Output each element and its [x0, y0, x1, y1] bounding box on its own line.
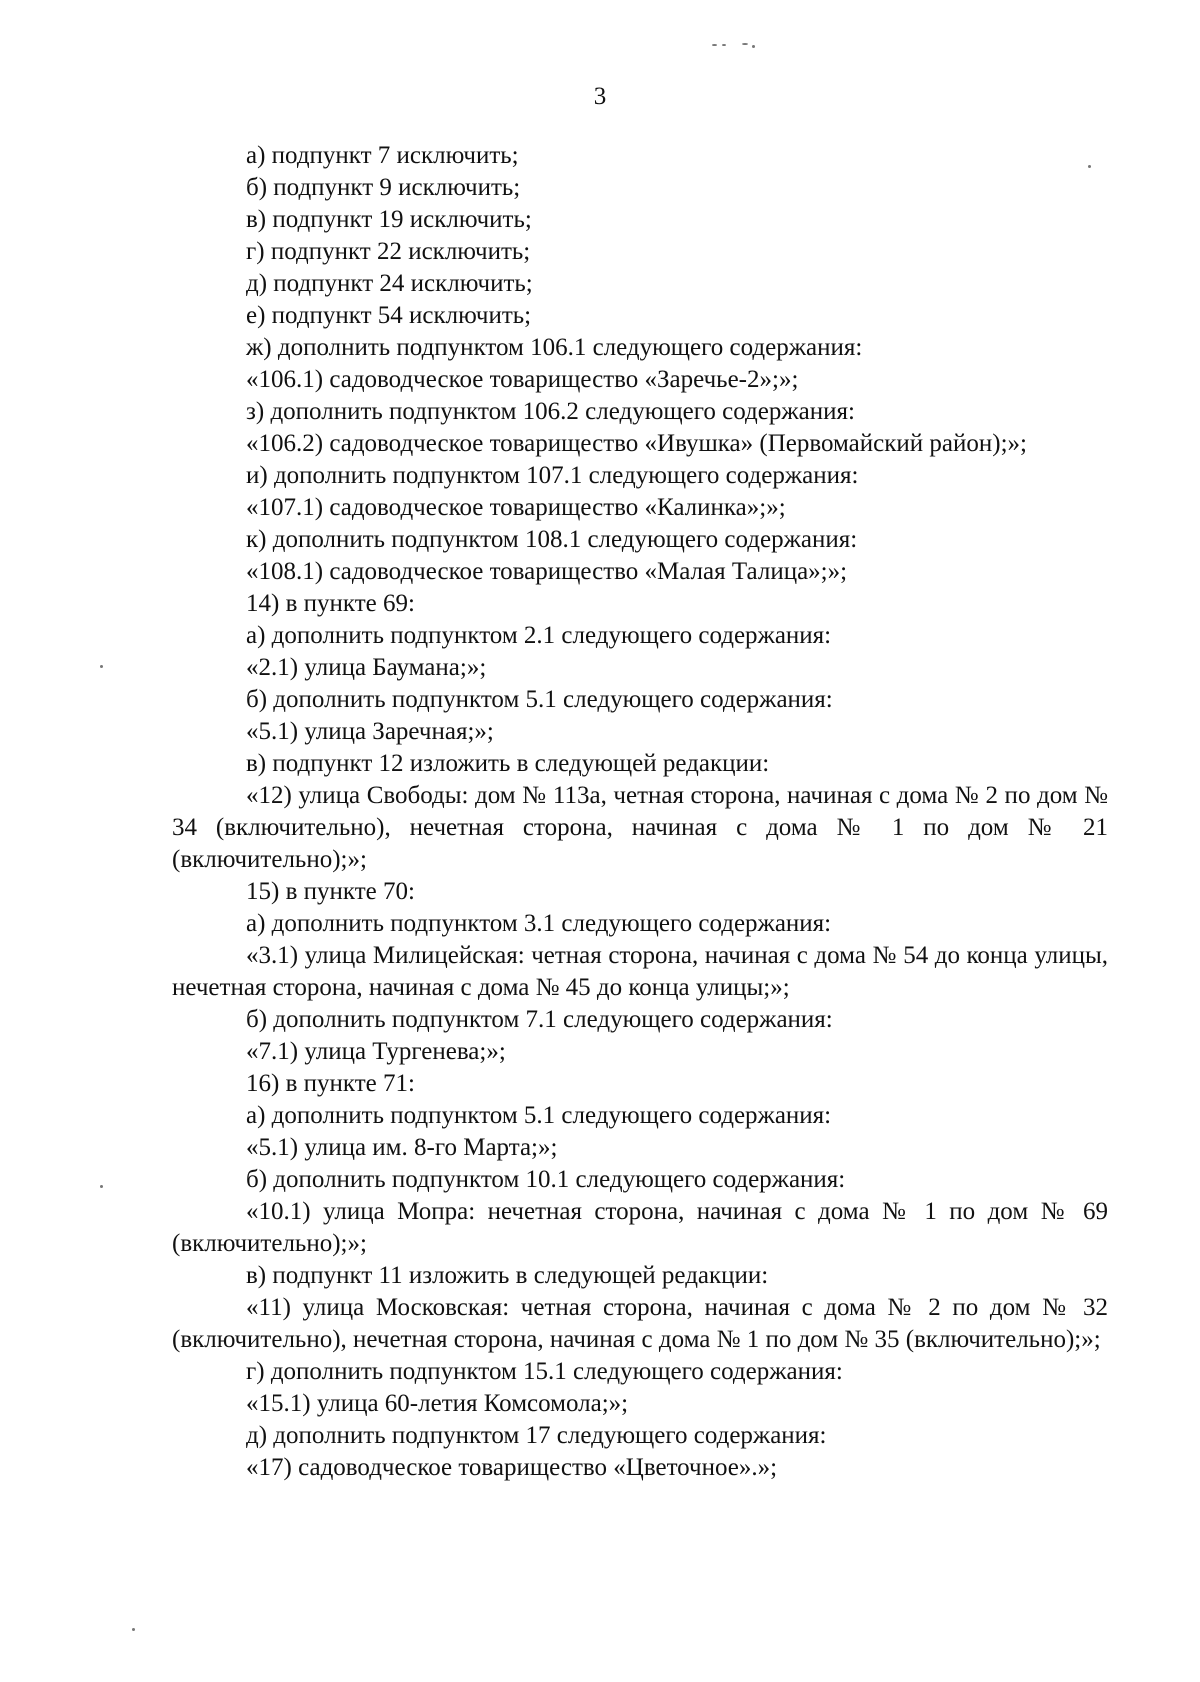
paragraph: а) дополнить подпунктом 2.1 следующего содержания:: [246, 622, 832, 649]
paragraph: б) дополнить подпунктом 5.1 следующего содержания:: [246, 686, 833, 713]
scan-speck: [722, 44, 726, 46]
paragraph: д) дополнить подпунктом 17 следующего содержания:: [246, 1422, 827, 1449]
scan-speck: [132, 1628, 135, 1631]
paragraph: «5.1) улица им. 8-го Марта;»;: [246, 1134, 558, 1161]
paragraph: «10.1) улица Мопра: нечетная сторона, начиная с дома № 1 по дом № 69 (включительно);»;: [172, 1198, 1108, 1257]
scan-speck: [712, 44, 717, 46]
paragraph: е) подпункт 54 исключить;: [246, 302, 532, 329]
paragraph: «5.1) улица Заречная;»;: [246, 718, 494, 745]
paragraph: 15) в пункте 70:: [246, 878, 415, 905]
paragraph: «108.1) садоводческое товарищество «Малая Талица»;»;: [246, 558, 848, 585]
paragraph: б) дополнить подпунктом 7.1 следующего содержания:: [246, 1006, 833, 1033]
paragraph: «106.2) садоводческое товарищество «Ивушка» (Первомайский район);»;: [246, 430, 1027, 457]
paragraph: «17) садоводческое товарищество «Цветочное».»;: [246, 1454, 778, 1481]
paragraph: в) подпункт 11 изложить в следующей редакции:: [246, 1262, 769, 1289]
paragraph: в) подпункт 12 изложить в следующей редакции:: [246, 750, 770, 777]
paragraph: б) дополнить подпунктом 10.1 следующего содержания:: [246, 1166, 846, 1193]
paragraph: и) дополнить подпунктом 107.1 следующего содержания:: [246, 462, 859, 489]
paragraph: ж) дополнить подпунктом 106.1 следующего содержания:: [246, 334, 863, 361]
paragraph: «11) улица Московская: четная сторона, начиная с дома № 2 по дом № 32 (включительно), нечетная сторона, начиная с дома № 1 по дом № 35 (включительно);»;: [172, 1294, 1108, 1353]
paragraph: а) дополнить подпунктом 3.1 следующего содержания:: [246, 910, 832, 937]
paragraph: «12) улица Свободы: дом № 113а, четная сторона, начиная с дома № 2 по дом № 34 (включительно), нечетная сторона, начиная с дома № 1 по дом № 21 (включительно);»;: [172, 782, 1108, 873]
paragraph: 14) в пункте 69:: [246, 590, 415, 617]
paragraph: «107.1) садоводческое товарищество «Калинка»;»;: [246, 494, 786, 521]
paragraph: д) подпункт 24 исключить;: [246, 270, 533, 297]
paragraph: з) дополнить подпунктом 106.2 следующего содержания:: [246, 398, 855, 425]
paragraph: г) подпункт 22 исключить;: [246, 238, 531, 265]
paragraph: а) подпункт 7 исключить;: [246, 142, 519, 169]
paragraph: а) дополнить подпунктом 5.1 следующего содержания:: [246, 1102, 832, 1129]
paragraph: 16) в пункте 71:: [246, 1070, 415, 1097]
paragraph: б) подпункт 9 исключить;: [246, 174, 521, 201]
paragraph: «2.1) улица Баумана;»;: [246, 654, 487, 681]
paragraph: к) дополнить подпунктом 108.1 следующего содержания:: [246, 526, 858, 553]
paragraph: г) дополнить подпунктом 15.1 следующего содержания:: [246, 1358, 843, 1385]
paragraph: в) подпункт 19 исключить;: [246, 206, 532, 233]
paragraph: «106.1) садоводческое товарищество «Заречье-2»;»;: [246, 366, 799, 393]
scan-speck: [742, 43, 748, 45]
paragraph: «7.1) улица Тургенева;»;: [246, 1038, 506, 1065]
page-number: 3: [593, 83, 607, 110]
scan-speck: [100, 1185, 103, 1188]
paragraph: «15.1) улица 60-летия Комсомола;»;: [246, 1390, 629, 1417]
scan-speck: [752, 45, 755, 48]
paragraph: «3.1) улица Милицейская: четная сторона, начиная с дома № 54 до конца улицы, нечетная сторона, начиная с дома № 45 до конца улицы;»;: [172, 942, 1108, 1001]
document-body: [172, 140, 1108, 1484]
scan-speck: [100, 665, 103, 668]
